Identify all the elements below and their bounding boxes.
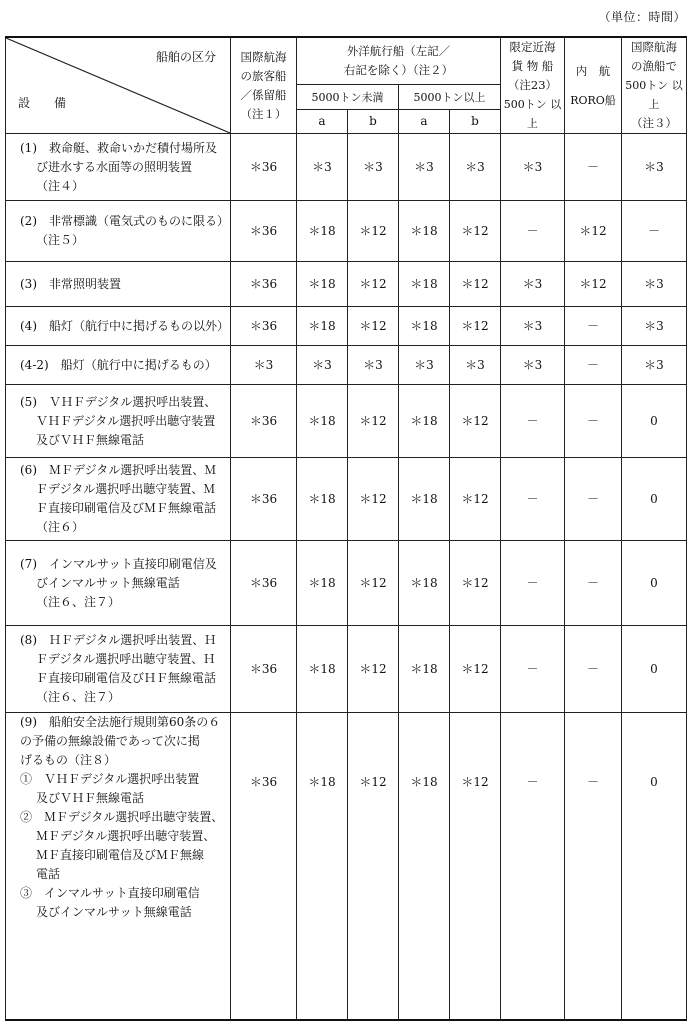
hours-value: ＊12: [450, 262, 501, 307]
header-limited-coastal: [501, 37, 565, 134]
diagonal-header-cell: [6, 37, 231, 134]
description-line: ＶＨＦデジタル選択呼出聴守装置: [36, 413, 216, 428]
description-line: (4-2) 船灯（航行中に掲げるもの）: [20, 357, 217, 372]
hours-value: ＊3: [501, 262, 565, 307]
hours-value: ＊18: [297, 458, 348, 541]
hours-value: 0: [622, 458, 687, 541]
description-line: 及びＶＨＦ無線電話: [36, 432, 145, 447]
header-text: 500トン 以上: [503, 98, 562, 130]
hours-value: ＊36: [231, 541, 297, 626]
description-line: ＭＦデジタル選択呼出聴守装置、: [36, 829, 216, 843]
description-line: （注４）: [36, 178, 85, 193]
hours-value: ＊12: [348, 458, 399, 541]
header-text: 500トン 以上: [625, 79, 683, 111]
description-line: Ｆ直接印刷電信及びＭＦ無線電話: [36, 501, 217, 515]
description-line: (5) ＶＨＦデジタル選択呼出装置、: [20, 394, 217, 409]
hours-value: ＊3: [501, 346, 565, 385]
hours-value: ＊3: [622, 346, 687, 385]
hours-value: ＊36: [231, 626, 297, 713]
header-b: b: [348, 109, 399, 133]
hours-value: －: [565, 134, 622, 201]
description-line: ＭＦ直接印刷電信及びＭＦ無線: [36, 848, 205, 862]
equipment-description: [6, 201, 231, 262]
hours-value: ＊12: [450, 385, 501, 458]
hours-value: ＊36: [231, 262, 297, 307]
header-text: （注１）: [240, 106, 287, 121]
hours-value: 0: [622, 626, 687, 713]
hours-value: ＊3: [348, 346, 399, 385]
hours-value: ＊3: [622, 134, 687, 201]
hours-value: －: [501, 713, 565, 1021]
description-line: Ｆデジタル選択呼出聴守装置、Ｍ: [36, 482, 216, 496]
header-text: 貨 物 船: [511, 59, 554, 73]
hours-value: ＊18: [399, 626, 450, 713]
description-line: (4) 船灯（航行中に掲げるもの以外）: [20, 318, 229, 333]
hours-value: ＊36: [231, 307, 297, 346]
equipment-description: [6, 134, 231, 201]
hours-value: －: [565, 458, 622, 541]
hours-value: －: [565, 626, 622, 713]
hours-value: ＊12: [348, 626, 399, 713]
description-line: （注５）: [36, 233, 85, 247]
equipment-description: [6, 346, 231, 385]
hours-value: ＊12: [565, 201, 622, 262]
description-line: （注６、注７）: [36, 690, 121, 704]
hours-value: ＊3: [297, 134, 348, 201]
hours-value: ＊3: [297, 346, 348, 385]
hours-value: ＊36: [231, 201, 297, 262]
header-over-5000: 5000トン以上: [399, 85, 501, 109]
description-line: ③ インマルサット直接印刷電信: [20, 886, 200, 900]
header-text: 国際航海: [240, 49, 287, 64]
equipment-description: [6, 626, 231, 713]
header-text: 内 航: [575, 63, 611, 78]
header-text: 限定近海: [509, 40, 556, 54]
hours-value: －: [565, 713, 622, 1021]
hours-value: ＊3: [622, 307, 687, 346]
hours-value: ＊12: [348, 262, 399, 307]
description-line: げるもの（注８）: [20, 753, 117, 767]
description-line: ② ＭＦデジタル選択呼出聴守装置、: [20, 810, 224, 824]
hours-value: －: [501, 541, 565, 626]
hours-value: －: [501, 458, 565, 541]
hours-value: －: [565, 307, 622, 346]
header-text: （注３）: [631, 116, 677, 130]
hours-value: 0: [622, 385, 687, 458]
header-intl-fishing: [622, 37, 687, 134]
equipment-description: [6, 385, 231, 458]
hours-value: ＊3: [450, 346, 501, 385]
header-ocean-going: [297, 37, 501, 85]
description-line: 及びＶＨＦ無線電話: [36, 791, 145, 805]
equipment-description: [6, 458, 231, 541]
hours-value: －: [565, 541, 622, 626]
hours-value: ＊12: [450, 626, 501, 713]
header-text: 右記を除く）（注２）: [343, 63, 454, 78]
hours-value: ＊36: [231, 134, 297, 201]
unit-label: （単位：時間）: [598, 10, 686, 24]
hours-value: 0: [622, 713, 687, 1021]
hours-value: ＊18: [297, 713, 348, 1021]
hours-value: ＊12: [450, 713, 501, 1021]
table-body: [6, 134, 687, 1021]
hours-value: ＊12: [565, 262, 622, 307]
header-a: a: [399, 109, 450, 133]
hours-value: －: [501, 201, 565, 262]
hours-value: ＊3: [501, 134, 565, 201]
hours-value: ＊36: [231, 385, 297, 458]
hours-value: ＊18: [399, 307, 450, 346]
header-text: 国際航海: [631, 40, 677, 54]
hours-value: ＊18: [399, 458, 450, 541]
equipment-description: [6, 262, 231, 307]
hours-value: －: [565, 385, 622, 458]
hours-value: ＊3: [501, 307, 565, 346]
hours-value: ＊3: [231, 346, 297, 385]
hours-value: ＊18: [297, 307, 348, 346]
description-line: (6) ＭＦデジタル選択呼出装置、Ｍ: [20, 463, 217, 477]
header-b: b: [450, 109, 501, 133]
hours-value: ＊12: [348, 307, 399, 346]
description-line: (2) 非常標識（電気式のものに限る）: [20, 214, 229, 228]
hours-value: ＊12: [450, 307, 501, 346]
hours-value: ＊12: [348, 541, 399, 626]
table-row: [6, 201, 687, 262]
description-line: （注６、注７）: [36, 594, 121, 609]
hours-value: －: [501, 626, 565, 713]
description-line: 及びインマルサット無線電話: [36, 905, 192, 919]
table-row: [6, 134, 687, 201]
hours-value: ＊18: [297, 201, 348, 262]
header-domestic-roro: [565, 37, 622, 134]
hours-value: ＊18: [297, 626, 348, 713]
equipment-description: [6, 307, 231, 346]
header-text: の旅客船: [240, 68, 287, 83]
description-line: びインマルサット無線電話: [36, 575, 180, 590]
description-line: び进水する水面等の照明装置: [36, 159, 193, 174]
description-line: (8) ＨＦデジタル選択呼出装置、Ｈ: [20, 633, 217, 647]
hours-value: ＊18: [399, 385, 450, 458]
table-row: [6, 385, 687, 458]
hours-value: ＊12: [348, 201, 399, 262]
hours-value: ＊3: [399, 346, 450, 385]
hours-value: ＊18: [297, 385, 348, 458]
hours-value: ＊36: [231, 713, 297, 1021]
hours-value: ＊12: [450, 541, 501, 626]
hours-value: ＊12: [348, 713, 399, 1021]
header-under-5000: 5000トン未満: [297, 85, 399, 109]
hours-value: －: [501, 385, 565, 458]
hours-value: －: [565, 346, 622, 385]
hours-value: ＊36: [231, 458, 297, 541]
hours-value: －: [622, 201, 687, 262]
header-text: ／係留船: [240, 87, 287, 102]
hours-value: ＊18: [297, 262, 348, 307]
header-intl-passenger: [231, 37, 297, 134]
table-row: [6, 262, 687, 307]
hours-value: ＊3: [399, 134, 450, 201]
description-line: （注６）: [36, 520, 85, 534]
hours-value: ＊18: [297, 541, 348, 626]
description-line: (1) 救命艇、救命いかだ積付場所及: [20, 140, 217, 155]
description-line: 電話: [36, 867, 61, 881]
hours-value: ＊12: [450, 201, 501, 262]
hours-value: ＊18: [399, 713, 450, 1021]
equipment-hours-table: [5, 36, 687, 1021]
header-ship-category: 船舶の区分: [155, 50, 216, 64]
description-line: (7) インマルサット直接印刷電信及: [20, 556, 217, 571]
table-row: [6, 307, 687, 346]
description-line: Ｆデジタル選択呼出聴守装置、Ｈ: [36, 652, 216, 666]
hours-value: ＊3: [348, 134, 399, 201]
equipment-description: [6, 541, 231, 626]
table-row: [6, 541, 687, 626]
hours-value: ＊3: [450, 134, 501, 201]
header-text: RORO船: [570, 93, 616, 107]
description-line: の予備の無線設備であって次に掲: [20, 734, 200, 748]
description-line: Ｆ直接印刷電信及びＨＦ無線電話: [36, 671, 217, 685]
table-row: [6, 458, 687, 541]
table-row: [6, 346, 687, 385]
description-line: (3) 非常照明装置: [20, 276, 121, 291]
table-row: [6, 626, 687, 713]
header-text: （注23）: [507, 78, 558, 92]
description-line: ① ＶＨＦデジタル選択呼出装置: [20, 772, 200, 786]
hours-value: ＊3: [622, 262, 687, 307]
hours-value: ＊12: [450, 458, 501, 541]
header-equipment: 設 備: [18, 96, 73, 110]
hours-value: ＊12: [348, 385, 399, 458]
hours-value: 0: [622, 541, 687, 626]
description-line: (9) 船舶安全法施行規則第60条の６: [20, 715, 221, 729]
hours-value: ＊18: [399, 541, 450, 626]
equipment-description: [6, 713, 231, 1021]
header-text: 外洋航行船（左記／: [346, 44, 451, 59]
header-a: a: [297, 109, 348, 133]
header-text: の漁船で: [631, 59, 677, 73]
hours-value: ＊18: [399, 262, 450, 307]
hours-value: ＊18: [399, 201, 450, 262]
table-row: [6, 713, 687, 1021]
